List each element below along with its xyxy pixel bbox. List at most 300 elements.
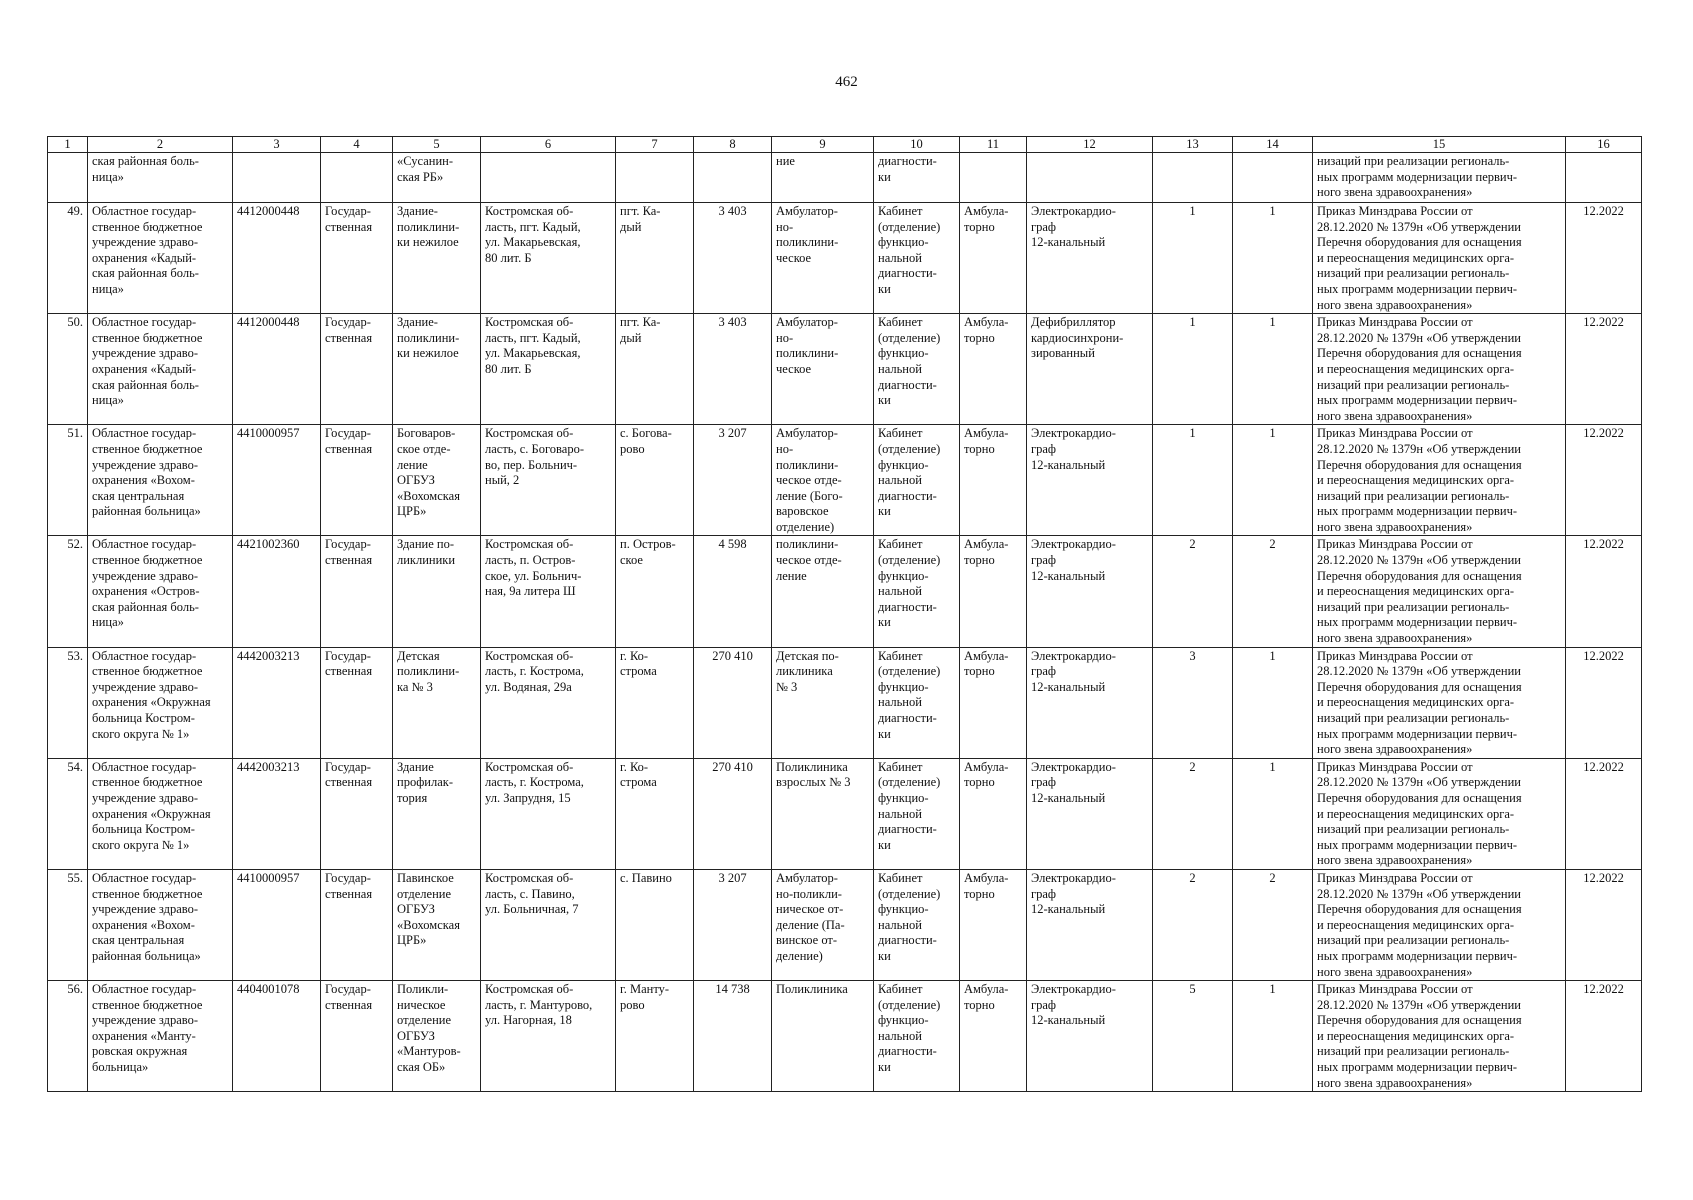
legal-basis-cell <box>1313 203 1566 314</box>
inn-text: 4442003213 <box>237 648 300 663</box>
room-type-cell <box>874 758 960 869</box>
quantity-required-text: 1 <box>1189 204 1196 218</box>
building-name-cell <box>393 981 481 1092</box>
subdivision-text: Амбулатор- но- поликлини- ческое <box>776 204 839 265</box>
subdivision-text: Амбулатор- но- поликлини- ческое отде- ление (Бого- варовское отделение) <box>776 426 843 534</box>
table-row <box>48 314 1642 425</box>
building-name-cell <box>393 647 481 758</box>
locality-cell <box>616 314 694 425</box>
inn-text: 4404001078 <box>237 982 300 997</box>
organization-name-cell <box>88 153 233 203</box>
row-number-text: 54. <box>67 759 83 774</box>
inn-cell <box>233 869 321 980</box>
room-type-text: Кабинет (отделение) функцио- нальной диагности- ки <box>878 982 941 1075</box>
ownership-form-cell <box>321 536 393 647</box>
care-conditions-text: Амбула- торно <box>964 648 1009 679</box>
delivery-date-cell <box>1566 536 1642 647</box>
building-name-cell <box>393 536 481 647</box>
column-header-2: 2 <box>88 137 233 153</box>
column-header-8: 8 <box>694 137 772 153</box>
room-type-cell <box>874 314 960 425</box>
column-header-3: 3 <box>233 137 321 153</box>
organization-name-cell <box>88 536 233 647</box>
care-conditions-cell <box>960 981 1027 1092</box>
care-conditions-text: Амбула- торно <box>964 537 1009 568</box>
column-header-16: 16 <box>1566 137 1642 153</box>
care-conditions-text: Амбула- торно <box>964 759 1009 790</box>
delivery-date-text: 12.2022 <box>1583 759 1624 774</box>
address-cell <box>481 425 616 536</box>
quantity-required-cell <box>1153 203 1233 314</box>
equipment-name-cell <box>1027 647 1153 758</box>
inn-cell <box>233 425 321 536</box>
population-cell <box>694 758 772 869</box>
organization-name-cell <box>88 869 233 980</box>
quantity-planned-text: 2 <box>1269 537 1276 552</box>
equipment-name-text: Электрокардио- граф 12-канальный <box>1031 537 1116 583</box>
inn-cell <box>233 981 321 1092</box>
quantity-planned-cell <box>1233 647 1313 758</box>
care-conditions-text: Амбула- торно <box>964 426 1009 456</box>
ownership-form-text: Государ- ственная <box>325 982 373 1012</box>
legal-basis-cell <box>1313 314 1566 425</box>
organization-name-cell <box>88 425 233 536</box>
organization-name-cell <box>88 314 233 425</box>
room-type-text: Кабинет (отделение) функцио- нальной диагности- ки <box>878 870 941 963</box>
building-name-cell <box>393 314 481 425</box>
address-cell <box>481 647 616 758</box>
table-row <box>48 536 1642 647</box>
quantity-planned-text: 1 <box>1269 648 1276 663</box>
address-text: Костромская об- ласть, г. Кострома, ул. Водяная, 29а <box>485 648 584 694</box>
legal-basis-text: Приказ Минздрава России от 28.12.2020 № 1379н «Об утверждении Перечня оборудования для оснащения и переоснащения медицинских орга- низаций при реализации региональ- ных программ модернизации первич- ного звена здравоохранения» <box>1317 315 1522 423</box>
inn-text: 4442003213 <box>237 759 300 774</box>
room-type-text: Кабинет (отделение) функцио- нальной диагности- ки <box>878 204 941 296</box>
subdivision-cell <box>772 647 874 758</box>
room-type-cell <box>874 647 960 758</box>
population-text: 3 207 <box>718 870 747 885</box>
population-cell <box>694 203 772 314</box>
room-type-cell <box>874 536 960 647</box>
table-row <box>48 203 1642 314</box>
row-number-cell <box>48 647 88 758</box>
locality-text: п. Остров- ское <box>620 537 676 568</box>
quantity-planned-text: 1 <box>1269 204 1276 218</box>
legal-basis-cell <box>1313 981 1566 1092</box>
inn-cell <box>233 153 321 203</box>
row-number-cell <box>48 536 88 647</box>
locality-text: пгт. Ка- дый <box>620 315 661 345</box>
quantity-planned-cell <box>1233 981 1313 1092</box>
row-number-text: 52. <box>67 537 83 552</box>
locality-text: г. Манту- рово <box>620 982 670 1012</box>
building-name-cell <box>393 425 481 536</box>
room-type-text: диагности- ки <box>878 154 937 184</box>
inn-text: 4410000957 <box>237 870 300 885</box>
delivery-date-text: 12.2022 <box>1583 537 1624 552</box>
quantity-required-text: 1 <box>1189 426 1196 441</box>
address-text: Костромская об- ласть, пгт. Кадый, ул. Макарьевская, 80 лит. Б <box>485 204 581 265</box>
subdivision-cell <box>772 869 874 980</box>
care-conditions-cell <box>960 425 1027 536</box>
organization-name-text: ская районная боль- ница» <box>92 154 199 184</box>
column-number-header-row <box>48 137 1642 153</box>
population-text: 4 598 <box>718 537 747 552</box>
locality-text: с. Богова- рово <box>620 426 672 456</box>
room-type-text: Кабинет (отделение) функцио- нальной диагности- ки <box>878 648 941 741</box>
address-text: Костромская об- ласть, г. Мантурово, ул. Нагорная, 18 <box>485 982 593 1028</box>
ownership-form-text: Государ- ственная <box>325 537 373 568</box>
table-row <box>48 647 1642 758</box>
quantity-required-text: 2 <box>1189 759 1196 774</box>
legal-basis-cell <box>1313 758 1566 869</box>
quantity-required-text: 1 <box>1189 315 1196 330</box>
locality-text: г. Ко- строма <box>620 648 657 679</box>
locality-cell <box>616 758 694 869</box>
equipment-name-cell <box>1027 869 1153 980</box>
population-cell <box>694 425 772 536</box>
organization-name-cell <box>88 758 233 869</box>
column-header-12: 12 <box>1027 137 1153 153</box>
legal-basis-cell <box>1313 647 1566 758</box>
inn-text: 4412000448 <box>237 204 300 218</box>
address-cell <box>481 869 616 980</box>
address-cell <box>481 203 616 314</box>
row-number-text: 51. <box>67 426 83 441</box>
population-text: 14 738 <box>715 982 750 997</box>
inn-cell <box>233 203 321 314</box>
care-conditions-cell <box>960 536 1027 647</box>
delivery-date-cell <box>1566 314 1642 425</box>
delivery-date-cell <box>1566 203 1642 314</box>
population-text: 3 403 <box>718 315 747 330</box>
address-cell <box>481 981 616 1092</box>
care-conditions-cell <box>960 647 1027 758</box>
care-conditions-text: Амбула- торно <box>964 315 1009 345</box>
row-number-text: 50. <box>67 315 83 330</box>
room-type-cell <box>874 425 960 536</box>
quantity-planned-cell <box>1233 425 1313 536</box>
delivery-date-text: 12.2022 <box>1583 982 1624 997</box>
row-number-cell <box>48 425 88 536</box>
legal-basis-text: Приказ Минздрава России от 28.12.2020 № 1379н «Об утверждении Перечня оборудования для оснащения и переоснащения медицинских орга- низаций при реализации региональ- ных программ модернизации первич- ного звена здравоохранения» <box>1317 537 1522 646</box>
organization-name-text: Областное государ- ственное бюджетное учреждение здраво- охранения «Манту- ровская окружная больница» <box>92 982 203 1075</box>
equipment-name-cell <box>1027 425 1153 536</box>
room-type-cell <box>874 981 960 1092</box>
inn-text: 4412000448 <box>237 315 300 330</box>
room-type-cell <box>874 203 960 314</box>
care-conditions-cell <box>960 758 1027 869</box>
quantity-required-cell <box>1153 314 1233 425</box>
ownership-form-text: Государ- ственная <box>325 759 373 790</box>
row-number-text: 55. <box>67 870 83 885</box>
delivery-date-text: 12.2022 <box>1583 315 1624 330</box>
legal-basis-text: низаций при реализации региональ- ных программ модернизации первич- ного звена здравоохранения» <box>1317 154 1518 200</box>
quantity-required-cell <box>1153 425 1233 536</box>
population-cell <box>694 153 772 203</box>
quantity-planned-text: 1 <box>1269 759 1276 774</box>
ownership-form-cell <box>321 869 393 980</box>
inn-text: 4410000957 <box>237 426 300 441</box>
subdivision-cell <box>772 981 874 1092</box>
delivery-date-cell <box>1566 153 1642 203</box>
quantity-required-cell <box>1153 981 1233 1092</box>
care-conditions-cell <box>960 153 1027 203</box>
table-row <box>48 981 1642 1092</box>
ownership-form-text: Государ- ственная <box>325 648 373 679</box>
inn-cell <box>233 758 321 869</box>
equipment-name-cell <box>1027 758 1153 869</box>
locality-text: с. Павино <box>620 870 672 885</box>
quantity-required-cell <box>1153 153 1233 203</box>
care-conditions-text: Амбула- торно <box>964 982 1009 1012</box>
delivery-date-text: 12.2022 <box>1583 648 1624 663</box>
room-type-text: Кабинет (отделение) функцио- нальной диагности- ки <box>878 315 941 408</box>
column-header-10: 10 <box>874 137 960 153</box>
legal-basis-text: Приказ Минздрава России от 28.12.2020 № 1379н «Об утверждении Перечня оборудования для оснащения и переоснащения медицинских орга- низаций при реализации региональ- ных программ модернизации первич- ного звена здравоохранения» <box>1317 648 1522 757</box>
equipment-name-cell <box>1027 203 1153 314</box>
subdivision-cell <box>772 314 874 425</box>
population-text: 270 410 <box>712 759 753 774</box>
delivery-date-cell <box>1566 758 1642 869</box>
locality-cell <box>616 869 694 980</box>
ownership-form-text: Государ- ственная <box>325 426 373 456</box>
quantity-planned-text: 1 <box>1269 315 1276 330</box>
organization-name-text: Областное государ- ственное бюджетное учреждение здраво- охранения «Вохом- ская центральная районная больница» <box>92 426 203 519</box>
equipment-name-text: Электрокардио- граф 12-канальный <box>1031 759 1116 805</box>
care-conditions-cell <box>960 869 1027 980</box>
legal-basis-text: Приказ Минздрава России от 28.12.2020 № 1379н «Об утверждении Перечня оборудования для оснащения и переоснащения медицинских орга- низаций при реализации региональ- ных программ модернизации первич- ного звена здравоохранения» <box>1317 426 1522 534</box>
row-number-text: 56. <box>67 982 83 997</box>
column-header-1: 1 <box>48 137 88 153</box>
room-type-text: Кабинет (отделение) функцио- нальной диагности- ки <box>878 759 941 852</box>
ownership-form-text: Государ- ственная <box>325 204 373 234</box>
population-cell <box>694 536 772 647</box>
ownership-form-cell <box>321 647 393 758</box>
ownership-form-text: Государ- ственная <box>325 315 373 345</box>
inn-cell <box>233 647 321 758</box>
legal-basis-text: Приказ Минздрава России от 28.12.2020 № 1379н «Об утверждении Перечня оборудования для оснащения и переоснащения медицинских орга- низаций при реализации региональ- ных программ модернизации первич- ного звена здравоохранения» <box>1317 204 1522 312</box>
building-name-text: Поликли- ническое отделение ОГБУЗ «Мантуров- ская ОБ» <box>397 982 461 1075</box>
continuation-row <box>48 153 1642 203</box>
subdivision-text: Поликлиника взрослых № 3 <box>776 759 851 790</box>
quantity-planned-cell <box>1233 758 1313 869</box>
population-cell <box>694 647 772 758</box>
care-conditions-cell <box>960 203 1027 314</box>
row-number-text: 53. <box>67 648 83 663</box>
row-number-cell <box>48 869 88 980</box>
locality-cell <box>616 425 694 536</box>
subdivision-text: Амбулатор- но-поликли- ническое от- деление (Па- винское от- деление) <box>776 870 845 963</box>
table-row <box>48 758 1642 869</box>
equipment-name-cell <box>1027 536 1153 647</box>
legal-basis-cell <box>1313 425 1566 536</box>
equipment-name-text: Электрокардио- граф 12-канальный <box>1031 204 1116 250</box>
legal-basis-cell <box>1313 153 1566 203</box>
locality-cell <box>616 153 694 203</box>
quantity-planned-text: 2 <box>1269 870 1276 885</box>
delivery-date-cell <box>1566 647 1642 758</box>
quantity-planned-text: 1 <box>1269 426 1276 441</box>
equipment-registry-table <box>47 136 1642 1092</box>
locality-cell <box>616 647 694 758</box>
table-row <box>48 869 1642 980</box>
column-header-11: 11 <box>960 137 1027 153</box>
quantity-required-text: 2 <box>1189 537 1196 552</box>
quantity-planned-text: 1 <box>1269 982 1276 997</box>
building-name-text: Здание по- ликлиники <box>397 537 456 568</box>
care-conditions-text: Амбула- торно <box>964 870 1009 901</box>
delivery-date-text: 12.2022 <box>1583 870 1624 885</box>
column-header-9: 9 <box>772 137 874 153</box>
legal-basis-text: Приказ Минздрава России от 28.12.2020 № 1379н «Об утверждении Перечня оборудования для оснащения и переоснащения медицинских орга- низаций при реализации региональ- ных программ модернизации первич- ного звена здравоохранения» <box>1317 870 1522 979</box>
delivery-date-cell <box>1566 425 1642 536</box>
equipment-name-text: Электрокардио- граф 12-канальный <box>1031 426 1116 472</box>
subdivision-text: поликлини- ческое отде- ление <box>776 537 842 583</box>
address-text: Костромская об- ласть, г. Кострома, ул. Запрудня, 15 <box>485 759 584 805</box>
table-body <box>48 153 1642 1092</box>
population-text: 270 410 <box>712 648 753 663</box>
column-header-6: 6 <box>481 137 616 153</box>
row-number-cell <box>48 758 88 869</box>
table-row <box>48 425 1642 536</box>
ownership-form-cell <box>321 981 393 1092</box>
delivery-date-cell <box>1566 869 1642 980</box>
row-number-cell <box>48 981 88 1092</box>
ownership-form-cell <box>321 153 393 203</box>
quantity-planned-cell <box>1233 536 1313 647</box>
building-name-text: Детская поликлини- ка № 3 <box>397 648 460 694</box>
delivery-date-cell <box>1566 981 1642 1092</box>
population-cell <box>694 314 772 425</box>
legal-basis-text: Приказ Минздрава России от 28.12.2020 № 1379н «Об утверждении Перечня оборудования для оснащения и переоснащения медицинских орга- низаций при реализации региональ- ных программ модернизации первич- ного звена здравоохранения» <box>1317 982 1522 1090</box>
building-name-cell <box>393 153 481 203</box>
address-text: Костромская об- ласть, с. Павино, ул. Больничная, 7 <box>485 870 579 917</box>
row-number-text: 49. <box>67 204 83 218</box>
building-name-cell <box>393 203 481 314</box>
building-name-text: Павинское отделение ОГБУЗ «Вохомская ЦРБ» <box>397 870 460 948</box>
delivery-date-text: 12.2022 <box>1583 204 1624 218</box>
row-number-cell <box>48 203 88 314</box>
room-type-cell <box>874 869 960 980</box>
ownership-form-cell <box>321 425 393 536</box>
organization-name-text: Областное государ- ственное бюджетное учреждение здраво- охранения «Остров- ская районная боль- ница» <box>92 537 203 630</box>
column-header-13: 13 <box>1153 137 1233 153</box>
building-name-cell <box>393 758 481 869</box>
column-header-4: 4 <box>321 137 393 153</box>
ownership-form-cell <box>321 203 393 314</box>
row-number-cell <box>48 314 88 425</box>
organization-name-cell <box>88 981 233 1092</box>
population-text: 3 207 <box>718 426 747 441</box>
column-header-14: 14 <box>1233 137 1313 153</box>
equipment-name-text: Электрокардио- граф 12-канальный <box>1031 870 1116 917</box>
address-text: Костромская об- ласть, пгт. Кадый, ул. Макарьевская, 80 лит. Б <box>485 315 581 376</box>
organization-name-text: Областное государ- ственное бюджетное учреждение здраво- охранения «Вохом- ская центральная районная больница» <box>92 870 203 963</box>
room-type-text: Кабинет (отделение) функцио- нальной диагности- ки <box>878 426 941 519</box>
population-cell <box>694 869 772 980</box>
population-text: 3 403 <box>718 204 747 218</box>
subdivision-text: Поликлиника <box>776 982 848 997</box>
legal-basis-cell <box>1313 869 1566 980</box>
building-name-text: «Сусанин- ская РБ» <box>397 154 454 184</box>
subdivision-cell <box>772 425 874 536</box>
locality-cell <box>616 981 694 1092</box>
quantity-planned-cell <box>1233 869 1313 980</box>
quantity-required-cell <box>1153 758 1233 869</box>
quantity-planned-cell <box>1233 203 1313 314</box>
subdivision-cell <box>772 153 874 203</box>
population-cell <box>694 981 772 1092</box>
quantity-required-cell <box>1153 536 1233 647</box>
address-text: Костромская об- ласть, п. Остров- ское, ул. Больнич- ная, 9а литера Ш <box>485 537 582 599</box>
legal-basis-text: Приказ Минздрава России от 28.12.2020 № 1379н «Об утверждении Перечня оборудования для оснащения и переоснащения медицинских орга- низаций при реализации региональ- ных программ модернизации первич- ного звена здравоохранения» <box>1317 759 1522 868</box>
subdivision-cell <box>772 536 874 647</box>
inn-cell <box>233 536 321 647</box>
page-number: 462 <box>835 74 858 90</box>
organization-name-text: Областное государ- ственное бюджетное учреждение здраво- охранения «Кадый- ская районная боль- ница» <box>92 204 203 296</box>
ownership-form-cell <box>321 758 393 869</box>
care-conditions-cell <box>960 314 1027 425</box>
organization-name-cell <box>88 647 233 758</box>
column-header-7: 7 <box>616 137 694 153</box>
subdivision-cell <box>772 758 874 869</box>
organization-name-text: Областное государ- ственное бюджетное учреждение здраво- охранения «Кадый- ская районная боль- ница» <box>92 315 203 408</box>
organization-name-text: Областное государ- ственное бюджетное учреждение здраво- охранения «Окружная больница Костром- ского округа № 1» <box>92 648 211 741</box>
equipment-name-cell <box>1027 314 1153 425</box>
address-text: Костромская об- ласть, с. Боговаро- во, пер. Больнич- ный, 2 <box>485 426 584 488</box>
subdivision-text: ние <box>776 154 795 168</box>
building-name-text: Здание- поликлини- ки нежилое <box>397 315 460 361</box>
address-cell <box>481 314 616 425</box>
address-cell <box>481 758 616 869</box>
locality-cell <box>616 536 694 647</box>
quantity-required-cell <box>1153 647 1233 758</box>
subdivision-text: Амбулатор- но- поликлини- ческое <box>776 315 839 376</box>
building-name-cell <box>393 869 481 980</box>
quantity-required-text: 3 <box>1189 648 1196 663</box>
legal-basis-cell <box>1313 536 1566 647</box>
equipment-name-text: Дефибриллятор кардиосинхрони- зированный <box>1031 315 1124 361</box>
building-name-text: Боговаров- ское отде- ление ОГБУЗ «Вохомская ЦРБ» <box>397 426 460 519</box>
inn-cell <box>233 314 321 425</box>
ownership-form-cell <box>321 314 393 425</box>
locality-text: пгт. Ка- дый <box>620 204 661 234</box>
delivery-date-text: 12.2022 <box>1583 426 1624 441</box>
equipment-name-cell <box>1027 153 1153 203</box>
equipment-name-cell <box>1027 981 1153 1092</box>
quantity-required-cell <box>1153 869 1233 980</box>
quantity-required-text: 2 <box>1189 870 1196 885</box>
room-type-text: Кабинет (отделение) функцио- нальной диагности- ки <box>878 537 941 630</box>
locality-text: г. Ко- строма <box>620 759 657 790</box>
equipment-name-text: Электрокардио- граф 12-канальный <box>1031 648 1116 694</box>
building-name-text: Здание- поликлини- ки нежилое <box>397 204 460 250</box>
room-type-cell <box>874 153 960 203</box>
equipment-name-text: Электрокардио- граф 12-канальный <box>1031 982 1116 1028</box>
locality-cell <box>616 203 694 314</box>
subdivision-text: Детская по- ликлиника № 3 <box>776 648 839 694</box>
ownership-form-text: Государ- ственная <box>325 870 373 901</box>
row-number-cell <box>48 153 88 203</box>
quantity-planned-cell <box>1233 153 1313 203</box>
column-header-15: 15 <box>1313 137 1566 153</box>
quantity-required-text: 5 <box>1189 982 1196 997</box>
organization-name-text: Областное государ- ственное бюджетное учреждение здраво- охранения «Окружная больница Костром- ского округа № 1» <box>92 759 211 852</box>
inn-text: 4421002360 <box>237 537 300 552</box>
subdivision-cell <box>772 203 874 314</box>
care-conditions-text: Амбула- торно <box>964 204 1009 234</box>
